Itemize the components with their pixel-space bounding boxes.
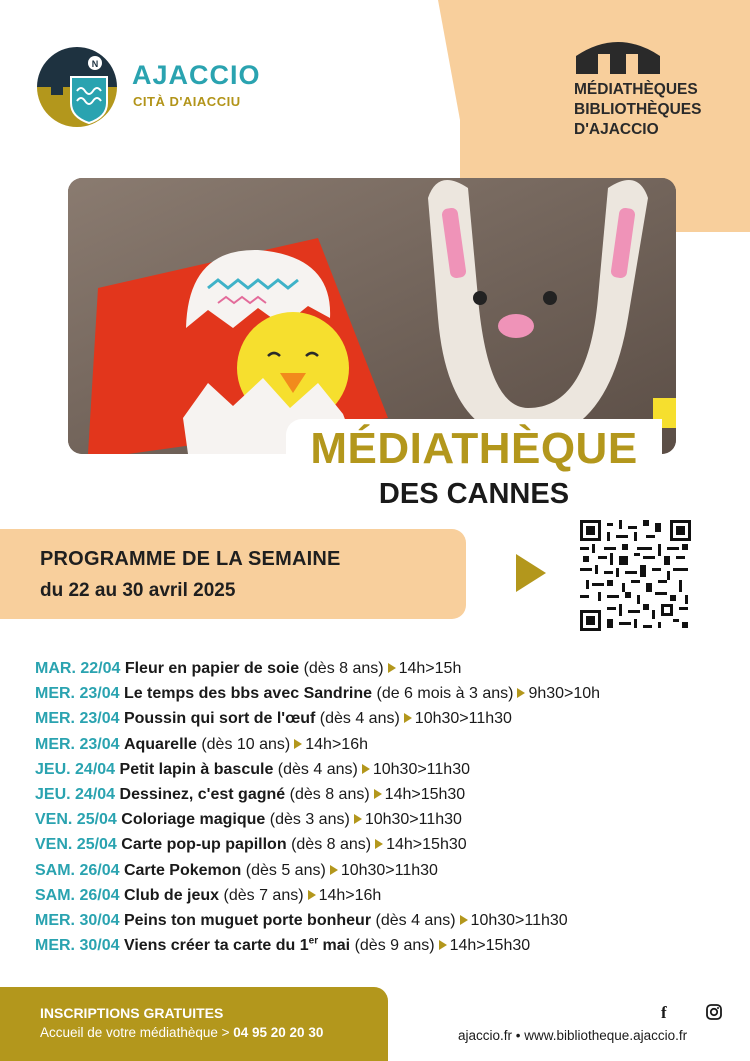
schedule-activity: Aquarelle	[123, 735, 197, 753]
arrow-icon	[439, 940, 447, 950]
schedule-row	[35, 933, 735, 958]
schedule-activity: Le temps des bbs avec Sandrine	[123, 685, 373, 703]
footer-phone[interactable]: 04 95 20 20 30	[233, 1025, 324, 1040]
mediatheques-line-1: MÉDIATHÈQUES	[574, 81, 698, 98]
instagram-icon[interactable]	[706, 1004, 722, 1020]
schedule-time: 14h>15h30	[386, 836, 467, 854]
activity-text-post: mai	[318, 937, 351, 955]
brand-subtitle: CITÀ D'AIACCIU	[133, 94, 241, 109]
schedule-row	[35, 908, 735, 933]
schedule-day: SAM. 26/04	[35, 861, 120, 879]
schedule-row	[35, 757, 735, 782]
arrow-icon	[308, 890, 316, 900]
schedule-time: 14h>16h	[305, 735, 368, 753]
mediatheques-line-2: BIBLIOTHÈQUES	[574, 101, 702, 118]
schedule-activity: Coloriage magique	[121, 811, 266, 829]
schedule-time: 14h>15h30	[449, 937, 531, 955]
building-arch-icon	[574, 36, 662, 76]
schedule-activity: Carte pop-up papillon	[121, 836, 287, 854]
arrow-icon	[375, 839, 383, 849]
arrow-icon	[354, 814, 362, 824]
schedule-activity: Carte Pokemon	[123, 861, 242, 879]
schedule-activity: Petit lapin à bascule	[119, 760, 274, 778]
schedule-day: VEN. 25/04	[35, 811, 117, 829]
footer-website[interactable]: ajaccio.fr • www.bibliotheque.ajaccio.fr	[458, 1028, 688, 1043]
ajaccio-logo-icon	[37, 47, 117, 127]
schedule-activity: Dessinez, c'est gagné	[119, 785, 286, 803]
schedule-row	[35, 807, 735, 832]
schedule-age: (dès 10 ans)	[201, 735, 291, 753]
schedule-time: 10h30>11h30	[470, 911, 568, 929]
programme-banner	[0, 529, 466, 619]
footer-banner	[0, 987, 388, 1061]
schedule-row	[35, 656, 735, 681]
arrow-icon	[460, 915, 468, 925]
schedule-time: 9h30>10h	[528, 685, 601, 703]
schedule-activity	[124, 937, 350, 954]
schedule-time: 14h>15h	[398, 660, 462, 677]
footer-inscriptions: INSCRIPTIONS GRATUITES	[40, 1005, 224, 1021]
footer-accueil: Accueil de votre médiathèque >	[40, 1025, 234, 1040]
schedule-activity: Fleur en papier de soie	[124, 660, 300, 677]
schedule-day: MER. 30/04	[35, 911, 120, 929]
schedule-age: (dès 4 ans)	[375, 911, 456, 929]
schedule-time: 10h30>11h30	[340, 861, 438, 879]
arrow-icon	[404, 713, 412, 723]
activity-text-pre: Viens créer ta carte du 1	[123, 937, 309, 955]
arrow-icon	[362, 764, 370, 774]
schedule-time: 14h>16h	[318, 886, 382, 904]
schedule-day: MER. 23/04	[35, 735, 120, 753]
schedule-row	[35, 681, 735, 706]
schedule-row	[35, 782, 735, 807]
schedule-age: (dès 8 ans)	[303, 660, 384, 677]
easter-crafts-photo	[68, 178, 676, 454]
footer-contact	[40, 1025, 323, 1040]
schedule-day: SAM. 26/04	[35, 886, 120, 904]
schedule-day: MAR. 22/04	[35, 660, 121, 677]
play-arrow-icon	[516, 554, 546, 592]
schedule-day: MER. 30/04	[35, 937, 120, 955]
arrow-icon	[388, 663, 396, 673]
schedule-day: MER. 23/04	[35, 685, 120, 703]
schedule-row	[35, 883, 735, 908]
schedule-day: JEU. 24/04	[35, 785, 116, 803]
schedule-time: 10h30>11h30	[372, 760, 470, 778]
arrow-icon	[294, 739, 302, 749]
schedule-age: (de 6 mois à 3 ans)	[376, 685, 514, 703]
brand-name: AJACCIO	[132, 60, 261, 90]
schedule-day: JEU. 24/04	[35, 760, 116, 778]
svg-text:N: N	[91, 59, 99, 69]
arrow-icon	[330, 865, 338, 875]
facebook-icon[interactable]: f	[661, 1003, 667, 1022]
schedule-time: 14h>15h30	[384, 785, 466, 803]
schedule-age: (dès 3 ans)	[269, 811, 350, 829]
schedule-age: (dès 4 ans)	[319, 710, 400, 728]
arrow-icon	[517, 688, 525, 698]
schedule-row	[35, 732, 735, 757]
arrow-icon	[374, 789, 382, 799]
activity-superscript: er	[308, 935, 319, 947]
page-title: MÉDIATHÈQUE	[310, 424, 638, 473]
schedule-activity: Club de jeux	[123, 886, 220, 904]
programme-dates: du 22 au 30 avril 2025	[40, 580, 236, 601]
schedule-activity: Poussin qui sort de l'œuf	[123, 710, 316, 728]
schedule-row	[35, 858, 735, 883]
mediatheques-line-3: D'AJACCIO	[574, 121, 659, 138]
activity-schedule	[35, 656, 735, 958]
schedule-age: (dès 8 ans)	[289, 785, 370, 803]
schedule-age: (dès 9 ans)	[354, 937, 435, 955]
schedule-activity: Peins ton muguet porte bonheur	[123, 911, 372, 929]
page-subtitle: DES CANNES	[378, 478, 570, 510]
schedule-row	[35, 832, 735, 857]
qr-code-icon[interactable]	[580, 520, 691, 631]
programme-title: PROGRAMME DE LA SEMAINE	[40, 548, 341, 570]
schedule-time: 10h30>11h30	[414, 710, 512, 728]
schedule-age: (dès 4 ans)	[277, 760, 358, 778]
schedule-day: MER. 23/04	[35, 710, 120, 728]
schedule-age: (dès 7 ans)	[223, 886, 304, 904]
schedule-row	[35, 706, 735, 731]
mediatheques-title	[574, 80, 701, 140]
schedule-day: VEN. 25/04	[35, 836, 117, 854]
schedule-age: (dès 5 ans)	[245, 861, 326, 879]
schedule-age: (dès 8 ans)	[291, 836, 372, 854]
schedule-time: 10h30>11h30	[364, 811, 462, 829]
